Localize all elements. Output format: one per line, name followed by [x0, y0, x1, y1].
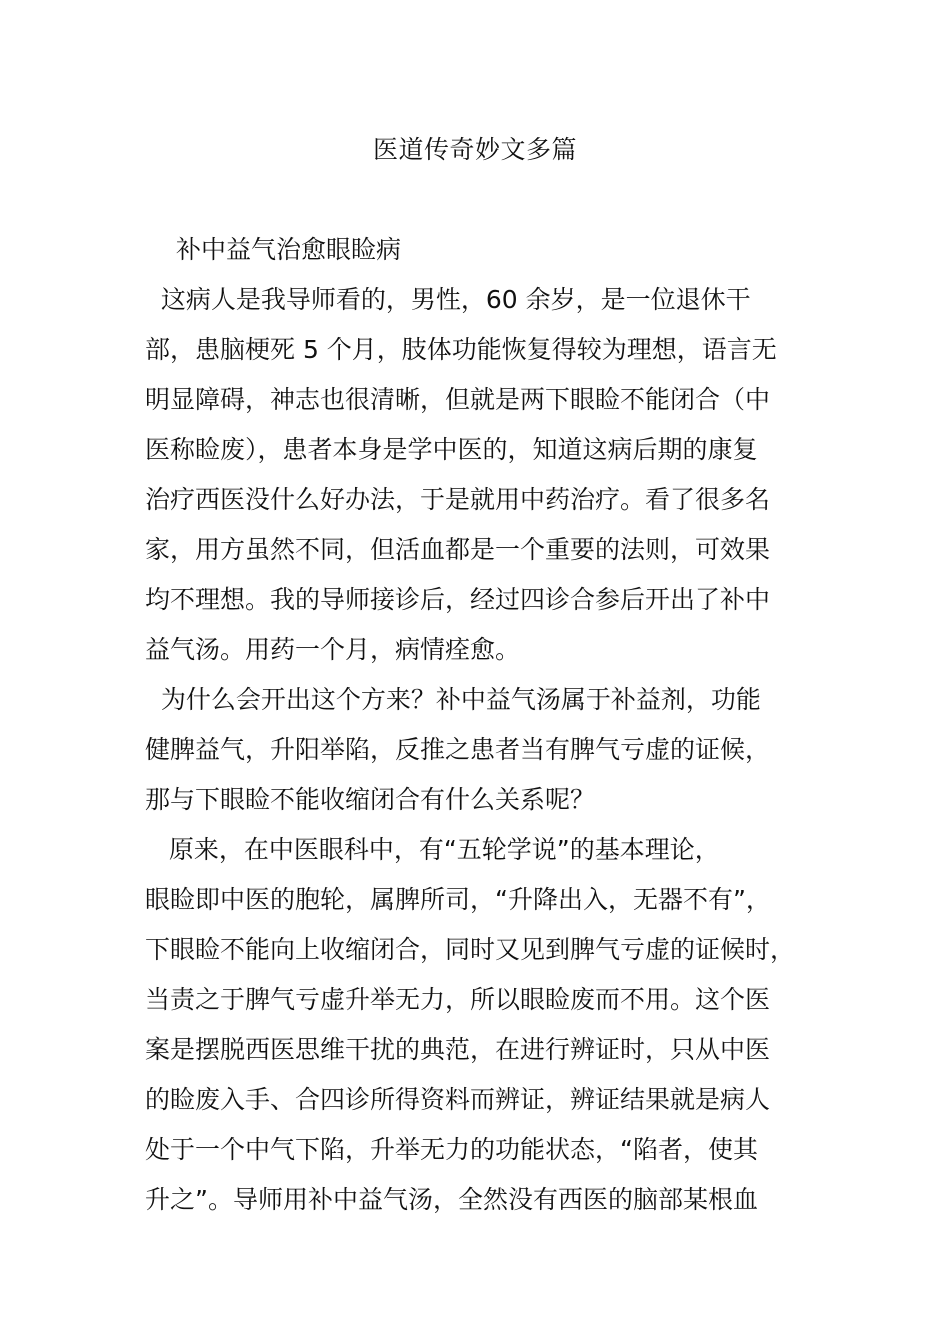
- body-line: 部，患脑梗死 5 个月，肢体功能恢复得较为理想，语言无: [145, 335, 777, 364]
- body-line: 这病人是我导师看的，男性，60 余岁，是一位退休干: [145, 285, 751, 314]
- body-line: 升之”。导师用补中益气汤，全然没有西医的脑部某根血: [145, 1185, 758, 1214]
- body-line: 均不理想。我的导师接诊后，经过四诊合参后开出了补中: [145, 585, 771, 614]
- body-line: 下眼睑不能向上收缩闭合，同时又见到脾气亏虚的证候时，: [145, 935, 796, 964]
- body-line: 明显障碍，神志也很清晰，但就是两下眼睑不能闭合（中: [145, 385, 771, 414]
- body-line: 当责之于脾气亏虚升举无力，所以眼睑废而不用。这个医: [145, 985, 771, 1014]
- body-line: 治疗西医没什么好办法，于是就用中药治疗。看了很多名: [145, 485, 771, 514]
- body-line: 的睑废入手、合四诊所得资料而辨证，辨证结果就是病人: [145, 1085, 771, 1114]
- document-title: 医道传奇妙文多篇: [372, 135, 577, 164]
- body-line: 眼睑即中医的胞轮，属脾所司，“升降出入，无器不有”，: [145, 885, 771, 914]
- body-line: 那与下眼睑不能收缩闭合有什么关系呢？: [145, 785, 596, 814]
- body-line: 家，用方虽然不同，但活血都是一个重要的法则，可效果: [145, 535, 771, 564]
- body-line: 为什么会开出这个方来？补中益气汤属于补益剂，功能: [145, 685, 761, 714]
- body-line: 益气汤。用药一个月，病情痊愈。: [145, 635, 521, 664]
- body-line: 健脾益气，升阳举陷，反推之患者当有脾气亏虚的证候，: [145, 735, 771, 764]
- body-line: 医称睑废），患者本身是学中医的，知道这病后期的康复: [145, 435, 758, 464]
- section-heading: 补中益气治愈眼睑病: [176, 235, 402, 264]
- body-line: 原来，在中医眼科中，有“五轮学说”的基本理论，: [145, 835, 720, 864]
- body-line: 处于一个中气下陷，升举无力的功能状态，“陷者，使其: [145, 1135, 758, 1164]
- body-line: 案是摆脱西医思维干扰的典范，在进行辨证时，只从中医: [145, 1035, 771, 1064]
